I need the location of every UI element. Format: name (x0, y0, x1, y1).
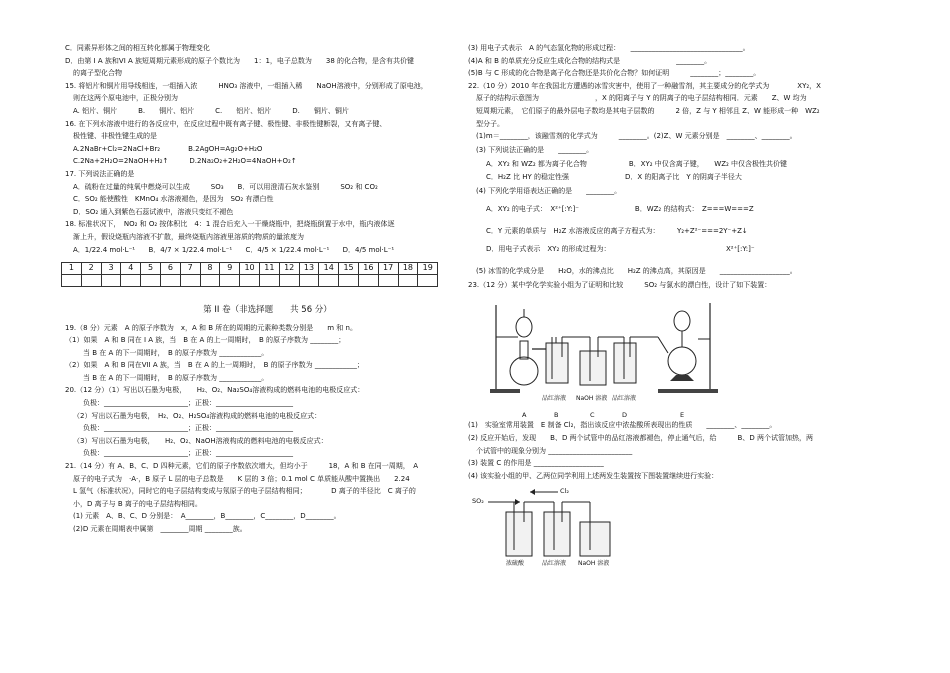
apparatus-diagram (488, 297, 728, 409)
answer-grid-number: 2 (81, 262, 101, 274)
q21-part5: (5)B 与 C 形成的化合物是离子化合物还是共价化合物？如何证明 ________；________。 (468, 69, 761, 78)
answer-cell[interactable] (141, 274, 161, 286)
q22-part1-2: (1)m＝________，该融雪剂的化学式为 ________。(2)Z、W 元素分别是 ________、________。 (476, 132, 797, 141)
q15-options: A. 铝片、铜片 B. 铜片、铝片 C. 铝片、铝片 D. 铜片、铜片 (73, 106, 349, 115)
q19-part1-cont: 当 B 在 A 的下一周期时， B 的原子序数为 ____________。 (83, 348, 269, 357)
answer-cell[interactable] (240, 274, 260, 286)
answer-cell[interactable] (358, 274, 378, 286)
q20-part3-answer: 负极：________________________；正极：______________________ (83, 449, 293, 458)
apparatus-label-c: NaOH 溶液 (576, 395, 608, 403)
q18-stem-cont: 渐上升，假设烧瓶内溶液不扩散，最终烧瓶内溶液里溶质的物质的量浓度为 (73, 232, 304, 241)
apparatus-letter-a: A (522, 411, 527, 420)
q20-part1: 20.（12 分）（1）写出以石墨为电极， H₂、O₂、Na₂SO₄溶液构成的燃料电池的电极反应式： (65, 386, 365, 395)
q18-option-a: A．1/22.4 mol·L⁻¹ (73, 245, 136, 254)
q16-options-cd: C.2Na+2H₂O=2NaOH+H₂↑ D.2Na₂O₂+2H₂O=4NaOH+O₂↑ (73, 157, 297, 166)
answer-grid-number: 17 (378, 262, 398, 274)
q19-stem: 19.（8 分）元素 A 的原子序数为 x，A 和 B 所在的周期的元素种类数分别是 m 和 n。 (65, 323, 357, 332)
apparatus-diagram-2 (470, 486, 630, 572)
answer-cell[interactable] (398, 274, 418, 286)
answer-grid-number: 1 (62, 262, 82, 274)
q18-option-c: C．4/5 × 1/22.4 mol·L⁻¹ (245, 245, 330, 254)
answer-grid-number: 19 (418, 262, 438, 274)
answer-cell[interactable] (259, 274, 279, 286)
right-column (468, 44, 898, 572)
q20-part3: （3）写出以石墨为电极， H₂、O₂、NaOH溶液构成的燃料电池的电极反应式： (73, 436, 328, 445)
q22-part3-options-ab: A．XY₂ 和 WZ₂ 都为离子化合物 B．XY₂ 中仅含离子键， WZ₂ 中仅含极性共价键 (486, 160, 788, 169)
answer-grid-number: 3 (101, 262, 121, 274)
q21-part3: (3) 用电子式表示 A 的气态氢化物的形成过程： ________________________________。 (468, 44, 750, 52)
answer-cell[interactable] (299, 274, 319, 286)
q21-stem-4: 小，D 离子与 B 离子的电子层结构相同。 (73, 499, 202, 508)
answer-grid-number: 18 (398, 262, 418, 274)
answer-grid-number: 9 (220, 262, 240, 274)
q21-part4: (4)A 和 B 的单质充分反应生成化合物的结构式是 ________。 (468, 56, 712, 65)
q21-part1: (1) 元素 A、B、C、D 分别是： A________，B________，C________，D________。 (73, 512, 341, 521)
left-column (65, 44, 470, 538)
q19-part2-cont: 当 B 在 A 的下一周期时， B 的原子序数为 ____________。 (83, 373, 269, 382)
answer-grid (61, 262, 438, 287)
apparatus-label-d: 品红溶液 (612, 395, 637, 403)
q20-part2-answer: 负极：________________________；正极：______________________ (83, 424, 293, 433)
answer-cell[interactable] (220, 274, 240, 286)
q22-stem-2: 原子的结构示意图为 ，X 的阳离子与 Y 的阴离子的电子层结构相同．元素 Z、W 均为 (476, 94, 807, 103)
answer-grid-number: 10 (240, 262, 260, 274)
apparatus-svg (488, 297, 728, 409)
apparatus-letter-d: D (622, 411, 628, 420)
apparatus-letter-e: E (680, 411, 685, 420)
q20-part2: （2）写出以石墨为电极， H₂、O₂、H₂SO₄溶液构成的燃料电池的电极反应式： (73, 411, 322, 420)
q21-stem-2: 原子的电子式为 ·A·，B 原子 L 层的电子总数是 K 层的 3 倍；0.1 mol C 单质能从酸中置换出 2.24 (73, 474, 410, 483)
q23-part2: (2) 反应开始后，发现 B、D 两个试管中的品红溶液都褪色，停止通气后，给 B、D 两个试管加热，两 (468, 433, 813, 442)
q17-option-c: C．SO₂ 能使酸性 KMnO₄ 水溶液褪色，是因为 SO₂ 有漂白性 (73, 195, 274, 204)
q22-stem: 22.（10 分）2010 年在我国北方遭遇的冰雪灾害中，使用了一种融雪剂，其主要成分的化学式为 XY₂，X (468, 81, 821, 90)
answer-grid-blank-row (62, 274, 438, 286)
q17-options-ab: A．硫粉在过量的纯氧中燃烧可以生成 SO₃ B．可以用澄清石灰水鉴别 SO₂ 和 CO₂ (73, 182, 378, 191)
q21-part2: (2)D 元素在周期表中属第 ________周期 ________族。 (73, 525, 247, 533)
answer-cell[interactable] (121, 274, 141, 286)
q19-part2: （2）如果 A 和 B 同在VII A 族，当 B 在 A 的上一周期时， B 的原子序数为 ____________； (65, 361, 364, 370)
answer-cell[interactable] (81, 274, 101, 286)
q15-stem-cont: 则在这两个原电池中，正极分别为 (73, 94, 178, 103)
answer-grid-number: 11 (259, 262, 279, 274)
q22-stem-4: 型分子。 (476, 119, 504, 128)
q22-part4: (4) 下列化学用语表达正确的是 ________。 (476, 186, 622, 195)
q18-stem: 18. 标准状况下， NO₂ 和 O₂ 按体积比 4：1 混合后充入一干燥烧瓶中，把烧瓶倒置于水中，瓶内液体逐 (65, 220, 395, 229)
q14-option-d: D．由第 I A 族和VI A 族短周期元素形成的原子个数比为 1：1，电子总数为 38 的化合物，是含有共价键 (65, 56, 415, 65)
answer-cell[interactable] (200, 274, 220, 286)
q22-part5: (5) 冰雪的化学成分是 H₂O，水的沸点比 H₂Z 的沸点高，其原因是 ____________________。 (476, 266, 797, 275)
answer-grid-number: 16 (358, 262, 378, 274)
q21-stem: 21.（14 分）有 A、B、C、D 四种元素，它们的原子序数依次增大，但均小于 18，A 和 B 在同一周期， A (65, 462, 419, 471)
q18-option-d: D．4/5 mol·L⁻¹ (342, 245, 395, 254)
answer-grid-number: 8 (200, 262, 220, 274)
apparatus-2-label-1: 浓硫酸 (506, 560, 525, 568)
q19-part1: （1）如果 A 和 B 同在 I A 族，当 B 在 A 的上一周期时， B 的原子序数为 ________； (65, 336, 346, 345)
q22-part4-option-d: D．用电子式表示 XY₂ 的形成过程为： X²⁺[:Y:]⁻ (486, 244, 755, 253)
apparatus-letters (488, 411, 898, 421)
answer-grid-number: 14 (319, 262, 339, 274)
q14-option-d-cont: 的离子型化合物 (73, 69, 122, 78)
q16-stem: 16. 在下列水溶液中进行的各反应中，在反应过程中既有离子键、极性键、非极性键断裂，又有离子键、 (65, 119, 387, 128)
answer-grid-number: 6 (160, 262, 180, 274)
answer-grid-number: 15 (339, 262, 359, 274)
q22-part4-options-ab: A．XY₂ 的电子式： X²⁺[:Y:]⁻ B．WZ₂ 的结构式： Z===W===Z (486, 204, 754, 213)
answer-cell[interactable] (279, 274, 299, 286)
q18-options (65, 246, 470, 260)
apparatus-2-label-3: NaOH 溶液 (578, 560, 610, 568)
answer-cell[interactable] (339, 274, 359, 286)
q23-stem: 23.（12 分）某中学化学实验小组为了证明和比较 SO₂ 与氯水的漂白性，设计了如下装置： (468, 280, 772, 289)
q23-part4: (4) 该实验小组的甲、乙两位同学利用上述两发生装置按下图装置继续进行实验： (468, 471, 719, 480)
answer-cell[interactable] (418, 274, 438, 286)
answer-cell[interactable] (101, 274, 121, 286)
answer-cell[interactable] (378, 274, 398, 286)
apparatus-2-gas-so2: SO₂ (472, 497, 484, 506)
q17-stem: 17. 下列说法正确的是 (65, 169, 135, 178)
answer-cell[interactable] (160, 274, 180, 286)
answer-cell[interactable] (180, 274, 200, 286)
section-title: 第 II 卷（非选择题 共 56 分） (203, 304, 332, 315)
q14-option-c: C．同素异形体之间的相互转化都属于物理变化 (65, 44, 210, 52)
answer-grid-number: 12 (279, 262, 299, 274)
apparatus-2-label-2: 品红溶液 (542, 560, 567, 568)
apparatus-label-b: 品红溶液 (542, 395, 567, 403)
answer-cell[interactable] (319, 274, 339, 286)
answer-grid-number: 7 (180, 262, 200, 274)
answer-grid-number: 4 (121, 262, 141, 274)
q22-part4-option-c: C．Y 元素的单质与 H₂Z 水溶液反应的离子方程式为： Y₂+Z²⁻===2Y⁻+Z↓ (486, 226, 748, 235)
q15-stem: 15. 将铝片和铜片用导线相连，一组插入浓 HNO₃ 溶液中，一组插入稀 NaOH溶液中，分别形成了原电池， (65, 81, 428, 90)
apparatus-letter-b: B (554, 411, 559, 420)
q17-option-d: D．SO₂ 通入到紫色石蕊试液中，溶液只变红不褪色 (73, 207, 234, 216)
q23-part3: (3) 装置 C 的作用是 ____________________ (468, 459, 604, 468)
q18-option-b: B．4/7 × 1/22.4 mol·L⁻¹ (148, 245, 233, 254)
answer-grid-header-row (62, 262, 438, 274)
answer-grid-number: 13 (299, 262, 319, 274)
q22-part3: (3) 下列说法正确的是 ________。 (476, 146, 594, 155)
q21-stem-3: L 氢气（标准状况），同时它的电子层结构变成与氖原子的电子层结构相同； D 离子的半径比 C 离子的 (73, 487, 416, 496)
answer-cell[interactable] (62, 274, 82, 286)
q23-part1: (1) 实验室常用装置 E 制备 Cl₂，指出该反应中浓盐酸所表现出的性质 ________、________。 (468, 421, 777, 430)
answer-grid-number: 5 (141, 262, 161, 274)
q22-part3-options-cd: C．H₂Z 比 HY 的稳定性强 D．X 的阳离子比 Y 的阴离子半径大 (486, 172, 742, 181)
apparatus-2-gas-cl2: Cl₂ (560, 487, 569, 496)
q20-part1-answer: 负极：________________________；正极：______________________ (83, 399, 293, 408)
q16-options-ab: A.2NaBr+Cl₂=2NaCl+Br₂ B.2AgOH=Ag₂O+H₂O (73, 144, 263, 153)
q22-stem-3: 短周期元素， 它们原子的最外层电子数均是其电子层数的 2 倍，Z 与 Y 相邻且 Z、W 能形成一种 WZ₂ (476, 106, 820, 115)
apparatus-letter-c: C (590, 411, 595, 420)
q23-part2-cont: 个试管中的现象分别为 ________________________ (476, 446, 633, 455)
q16-stem-cont: 极性键、非极性键生成的是 (73, 132, 157, 141)
